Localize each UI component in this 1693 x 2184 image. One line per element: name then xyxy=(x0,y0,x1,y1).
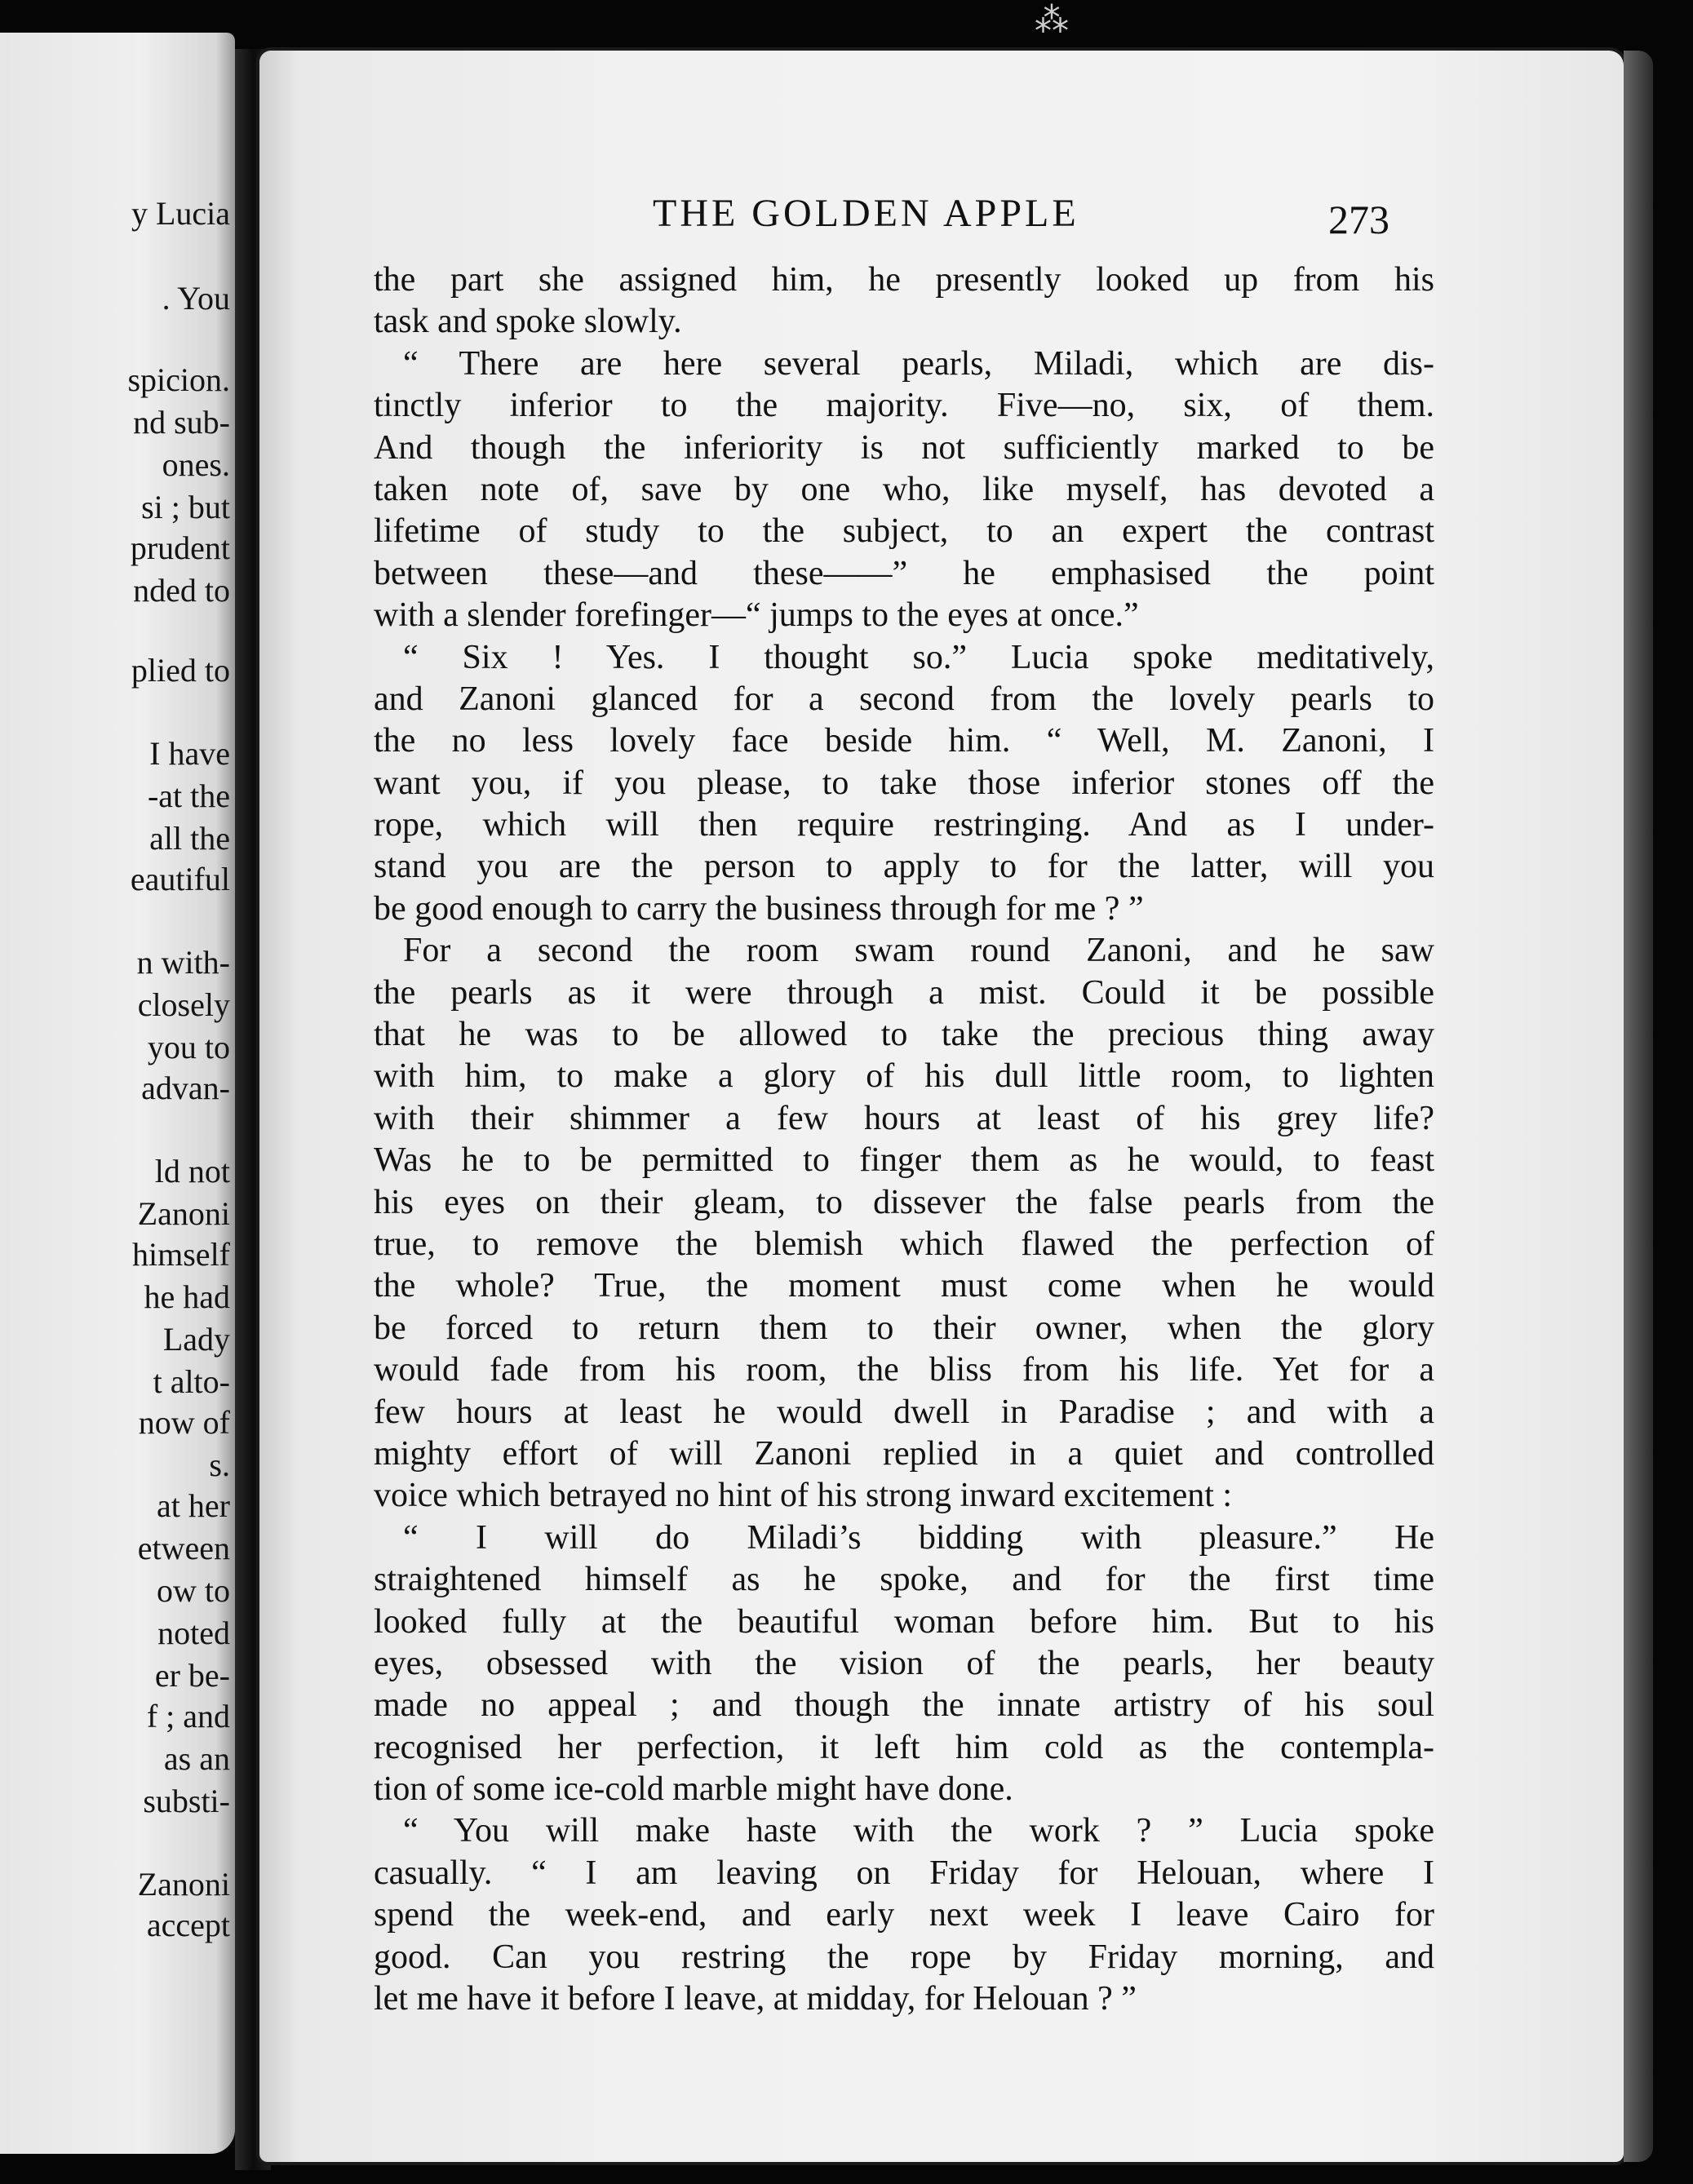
text-line: tion of some ice-cold marble might have done. xyxy=(374,1770,1013,1809)
text-line: taken note of, save by one who, like myself, has devoted a xyxy=(374,470,1434,508)
facing-page-line: noted xyxy=(157,1615,230,1651)
facing-page-line: now of xyxy=(138,1404,230,1441)
text-line: the no less lovely face beside him. “ Well, M. Zanoni, I xyxy=(374,722,1434,760)
text-line: eyes, obsessed with the vision of the pearls, her beauty xyxy=(374,1644,1434,1682)
text-line: And though the inferiority is not sufficiently marked to be xyxy=(374,428,1434,467)
text-line: stand you are the person to apply to for the latter, will you xyxy=(374,848,1434,886)
facing-page-line: Zanoni xyxy=(137,1866,230,1903)
scanner-registration-mark: ⁂ xyxy=(1035,0,1069,40)
text-line: true, to remove the blemish which flawed the perfection of xyxy=(374,1225,1434,1263)
facing-page-line: t alto- xyxy=(153,1363,230,1400)
text-line: recognised her perfection, it left him cold as the contempla- xyxy=(374,1728,1434,1766)
text-line: be forced to return them to their owner, when the glory xyxy=(374,1309,1434,1347)
text-line: good. Can you restring the rope by Friday morning, and xyxy=(374,1938,1434,1976)
text-line: voice which betrayed no hint of his strong inward excitement : xyxy=(374,1477,1233,1515)
facing-page-line: closely xyxy=(137,986,230,1023)
text-line: lifetime of study to the subject, to an expert the contrast xyxy=(374,512,1434,551)
text-line: few hours at least he would dwell in Paradise ; and with a xyxy=(374,1393,1434,1431)
facing-page-line: advan- xyxy=(141,1070,230,1106)
text-line: his eyes on their gleam, to dissever the false pearls from the xyxy=(374,1183,1434,1221)
text-line: “ Six ! Yes. I thought so.” Lucia spoke meditatively, xyxy=(403,638,1434,676)
facing-page-line: accept xyxy=(146,1907,230,1943)
running-head: THE GOLDEN APPLE xyxy=(653,192,1079,235)
text-line: made no appeal ; and though the innate artistry of his soul xyxy=(374,1686,1434,1725)
text-line: rope, which will then require restringing. And as I under- xyxy=(374,806,1434,844)
facing-page-line: spicion. xyxy=(127,361,230,398)
facing-page-line: eautiful xyxy=(130,861,230,897)
facing-page-fragment xyxy=(0,33,235,2154)
facing-page-line: substi- xyxy=(143,1783,230,1819)
text-line: spend the week-end, and early next week I leave Cairo for xyxy=(374,1896,1434,1934)
facing-page-line: ones. xyxy=(162,446,230,483)
facing-page-line: y Lucia xyxy=(131,195,230,232)
text-line: and Zanoni glanced for a second from the lovely pearls to xyxy=(374,680,1434,718)
facing-page-line: er be- xyxy=(154,1657,230,1694)
facing-page-line: nded to xyxy=(133,572,230,609)
facing-page-line: . You xyxy=(162,280,230,317)
facing-page-line: you to xyxy=(147,1029,230,1065)
facing-page-line: Lady xyxy=(162,1321,230,1358)
body-text xyxy=(374,259,1434,2020)
text-line: casually. “ I am leaving on Friday for Helouan, where I xyxy=(374,1854,1434,1892)
facing-page-line: himself xyxy=(132,1236,230,1273)
facing-page-line: etween xyxy=(137,1530,230,1566)
text-line: straightened himself as he spoke, and for the first time xyxy=(374,1561,1434,1599)
facing-page-line: at her xyxy=(157,1487,230,1524)
text-line: would fade from his room, the bliss from his life. Yet for a xyxy=(374,1351,1434,1389)
facing-page-line: nd sub- xyxy=(133,404,230,441)
text-line: be good enough to carry the business through for me ? ” xyxy=(374,889,1144,928)
facing-page-line: all the xyxy=(149,820,230,857)
text-line: that he was to be allowed to take the precious thing away xyxy=(374,1016,1434,1054)
text-line: tinctly inferior to the majority. Five—no, six, of them. xyxy=(374,387,1434,425)
facing-page-line: si ; but xyxy=(141,489,230,525)
facing-page-line: I have xyxy=(149,735,230,772)
text-line: Was he to be permitted to finger them as he would, to feast xyxy=(374,1141,1434,1180)
text-line: the pearls as it were through a mist. Could it be possible xyxy=(374,973,1434,1012)
text-line: task and spoke slowly. xyxy=(374,303,682,341)
text-line: “ There are here several pearls, Miladi, which are dis- xyxy=(403,344,1434,383)
text-line: “ I will do Miladi’s bidding with pleasure.” He xyxy=(403,1518,1434,1557)
facing-page-line: plied to xyxy=(131,652,230,689)
text-line: let me have it before I leave, at midday, for Helouan ? ” xyxy=(374,1980,1137,2018)
facing-page-line: s. xyxy=(209,1446,230,1483)
facing-page-line: Zanoni xyxy=(137,1195,230,1232)
text-line: between these—and these——” he emphasised the point xyxy=(374,554,1434,592)
facing-page-line: ld not xyxy=(154,1153,230,1189)
facing-page-line: prudent xyxy=(130,529,230,566)
facing-page-line: as an xyxy=(163,1740,230,1777)
text-line: the part she assigned him, he presently looked up from his xyxy=(374,261,1434,299)
text-line: looked fully at the beautiful woman before him. But to his xyxy=(374,1602,1434,1641)
facing-page-line: -at the xyxy=(147,777,230,814)
page-number: 273 xyxy=(1328,197,1389,242)
facing-page-line: f ; and xyxy=(146,1698,230,1734)
text-line: with him, to make a glory of his dull little room, to lighten xyxy=(374,1057,1434,1096)
text-line: mighty effort of will Zanoni replied in a quiet and controlled xyxy=(374,1434,1434,1473)
facing-page-line: he had xyxy=(144,1278,230,1315)
text-line: with their shimmer a few hours at least of his grey life? xyxy=(374,1099,1434,1137)
text-line: want you, if you please, to take those inferior stones off the xyxy=(374,764,1434,802)
text-line: the whole? True, the moment must come when he would xyxy=(374,1267,1434,1305)
facing-page-line: n with- xyxy=(136,944,230,981)
text-line: “ You will make haste with the work ? ” Lucia spoke xyxy=(403,1812,1434,1850)
facing-page-line: ow to xyxy=(157,1572,230,1609)
text-line: For a second the room swam round Zanoni, and he saw xyxy=(403,932,1434,970)
text-line: with a slender forefinger—“ jumps to the eyes at once.” xyxy=(374,596,1139,635)
page-edge-shadow xyxy=(1624,51,1653,2162)
